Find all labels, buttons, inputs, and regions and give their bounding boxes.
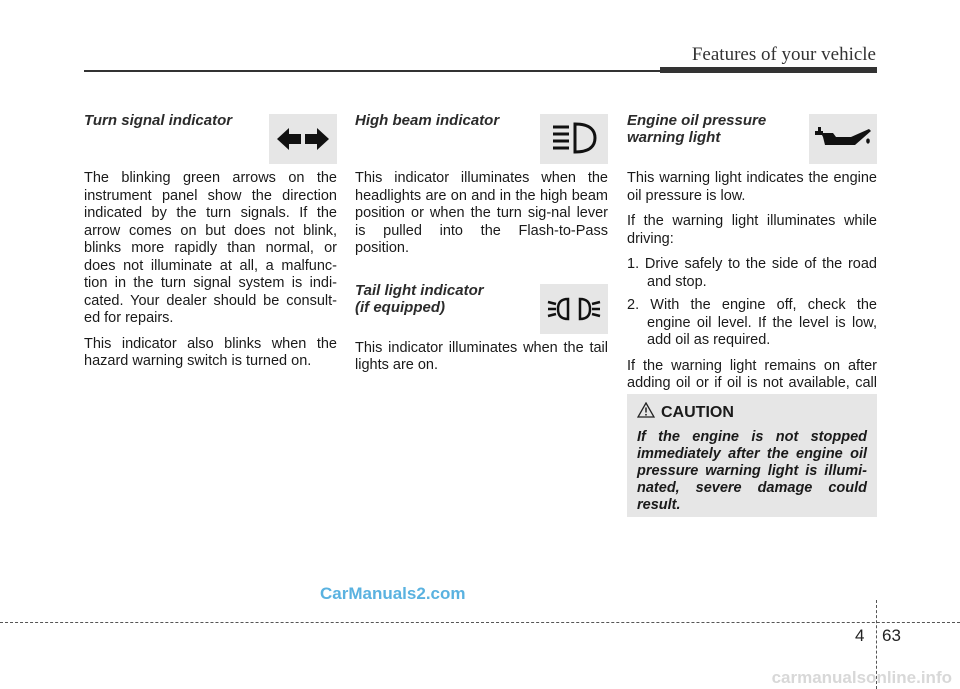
oil-step-2: 2. With the engine off, check the engine oil level. If the level is low, add oil as required. xyxy=(627,297,877,348)
oil-driving-text: If the warning light illuminates while driving: xyxy=(627,213,877,247)
footer-watermark: carmanualsonline.info xyxy=(771,668,952,687)
tail-light-icon xyxy=(540,284,608,334)
tail-light-title xyxy=(355,282,515,316)
tail-light-text: This indicator illuminates when the tail lights are on. xyxy=(355,339,608,373)
header-rule-thick xyxy=(660,67,877,73)
high-beam-section xyxy=(355,110,608,383)
oil-step-1: 1. Drive safely to the side of the road and stop. xyxy=(627,256,877,290)
footer-divider xyxy=(0,622,960,623)
oil-pressure-heading xyxy=(627,112,877,162)
turn-signal-text: The blinking green arrows on the instrument panel show the direction indicated by the turn signals. If the arrow comes on but does not blink, blinks more rapidly than normal, or does not illuminate at all, a malfunc-tion in the turn signal system is indi-cated. Your dealer should be consult-ed for repairs. xyxy=(84,170,337,326)
caution-title: CAUTION xyxy=(661,403,734,421)
high-beam-title: High beam indicator xyxy=(355,112,500,129)
oil-steps-list xyxy=(627,256,877,350)
caution-heading xyxy=(637,402,867,423)
hazard-text: This indicator also blinks when the hazard warning switch is turned on. xyxy=(84,335,337,369)
oil-pressure-title-line2: warning light xyxy=(627,129,721,146)
page-header-title: Features of your vehicle xyxy=(691,44,876,65)
oil-dealer-text: If the warning light remains on after adding oil or if oil is not available, call xyxy=(627,357,877,391)
warning-triangle-icon xyxy=(637,402,655,423)
oil-pressure-title-line1: Engine oil pressure xyxy=(627,112,767,129)
page-number: 63 xyxy=(882,626,901,645)
tail-light-title-line1: Tail light indicator xyxy=(355,281,484,299)
caution-box xyxy=(627,394,877,517)
tail-light-title-line2: (if equipped) xyxy=(355,298,445,316)
turn-signal-heading xyxy=(84,112,337,162)
oil-pressure-title xyxy=(627,112,787,146)
turn-signal-arrows-icon xyxy=(269,114,337,164)
turn-signal-title: Turn signal indicator xyxy=(84,112,233,129)
tail-light-heading xyxy=(355,282,608,332)
oil-pressure-section xyxy=(627,110,877,418)
watermark-link[interactable]: CarManuals2.com xyxy=(320,584,466,603)
high-beam-heading xyxy=(355,112,608,162)
oil-pressure-text: This warning light indicates the engine oil pressure is low. xyxy=(627,170,877,204)
chapter-number: 4 xyxy=(855,626,865,645)
oil-can-icon xyxy=(809,114,877,164)
caution-text: If the engine is not stopped immediately after the engine oil pressure warning light is illumi-nated, severe damage could result. xyxy=(637,429,867,513)
turn-signal-section xyxy=(84,110,337,379)
high-beam-text: This indicator illuminates when the headlights are on and in the high beam position or when the turn sig-nal lever is pulled into the Flash-to-Pass position. xyxy=(355,170,608,256)
high-beam-icon xyxy=(540,114,608,164)
header-rule xyxy=(84,70,660,72)
